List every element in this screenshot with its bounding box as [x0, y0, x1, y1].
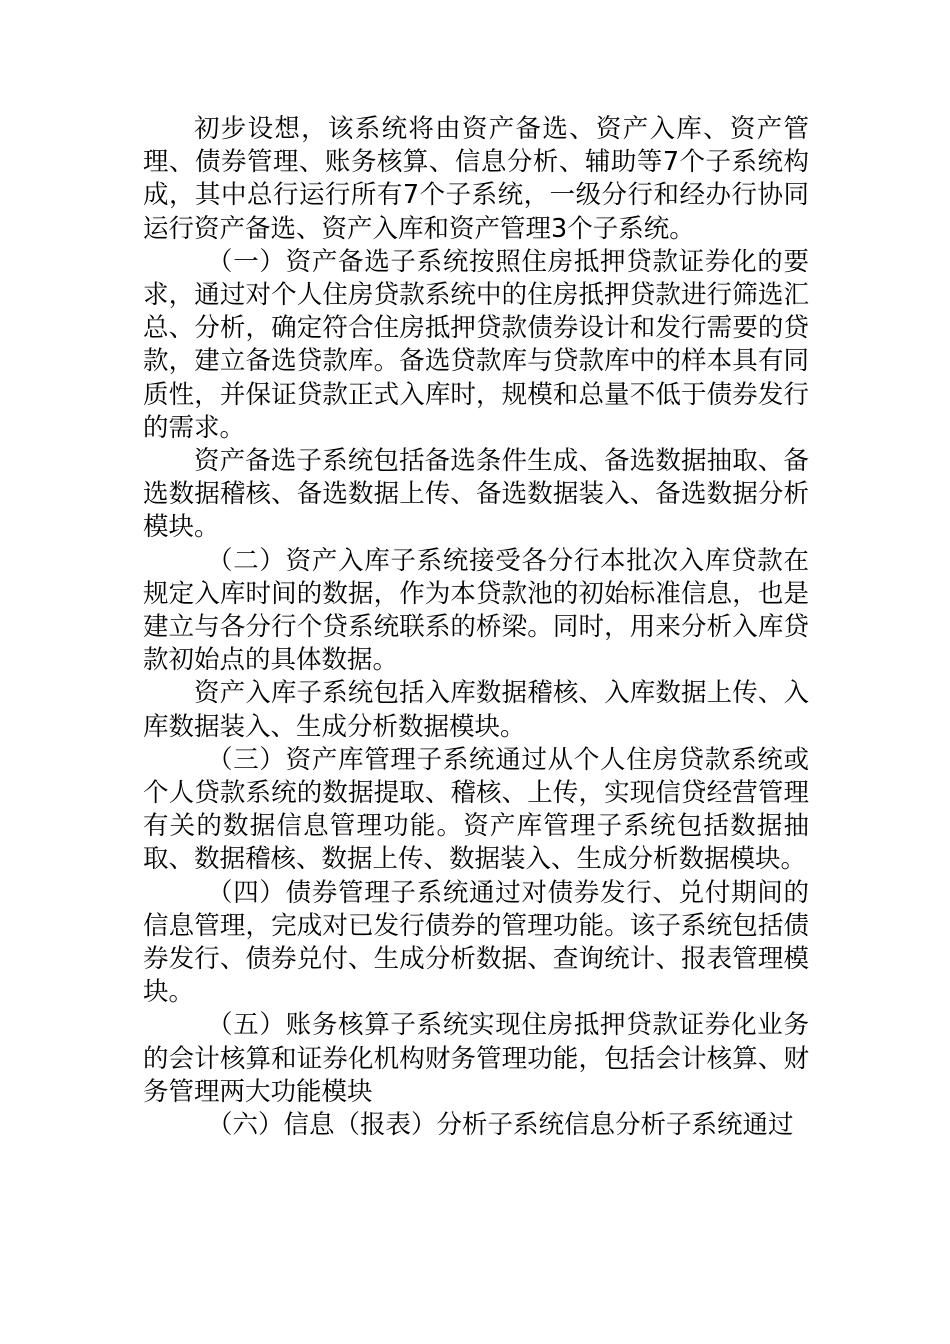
paragraph-asset-selection-modules: 资产备选子系统包括备选条件生成、备选数据抽取、备选数据稽核、备选数据上传、备选数据装入、备选数据分析模块。 [143, 446, 809, 543]
document-page [143, 113, 809, 1142]
paragraph-asset-management: （三）资产库管理子系统通过从个人住房贷款系统或个人贷款系统的数据提取、稽核、上传，实现信贷经营管理有关的数据信息管理功能。资产库管理子系统包括数据抽取、数据稽核、数据上传、数据装入、生成分析数据模块。 [143, 744, 809, 875]
paragraph-overview: 初步设想，该系统将由资产备选、资产入库、资产管理、债券管理、账务核算、信息分析、辅助等7个子系统构成，其中总行运行所有7个子系统，一级分行和经办行协同运行资产备选、资产入库和资产管理3个子系统。 [143, 114, 809, 244]
paragraph-asset-storage-modules: 资产入库子系统包括入库数据稽核、入库数据上传、入库数据装入、生成分析数据模块。 [143, 678, 809, 742]
paragraph-bond-management: （四）债券管理子系统通过对债券发行、兑付期间的信息管理，完成对已发行债券的管理功能。该子系统包括债券发行、债券兑付、生成分析数据、查询统计、报表管理模块。 [143, 877, 809, 1008]
paragraph-asset-storage: （二）资产入库子系统接受各分行本批次入库贷款在规定入库时间的数据，作为本贷款池的初始标准信息，也是建立与各分行个贷系统联系的桥梁。同时，用来分析入库贷款初始点的具体数据。 [143, 545, 809, 676]
paragraph-info-analysis: （六）信息（报表）分析子系统信息分析子系统通过 [207, 1110, 794, 1141]
paragraph-asset-selection: （一）资产备选子系统按照住房抵押贷款证券化的要求，通过对个人住房贷款系统中的住房抵押贷款进行筛选汇总、分析，确定符合住房抵押贷款债券设计和发行需要的贷款，建立备选贷款库。备选贷款库与贷款库中的样本具有同质性，并保证贷款正式入库时，规模和总量不低于债券发行的需求。 [143, 246, 809, 443]
paragraph-accounting: （五）账务核算子系统实现住房抵押贷款证券化业务的会计核算和证券化机构财务管理功能，包括会计核算、财务管理两大功能模块 [143, 1010, 809, 1107]
